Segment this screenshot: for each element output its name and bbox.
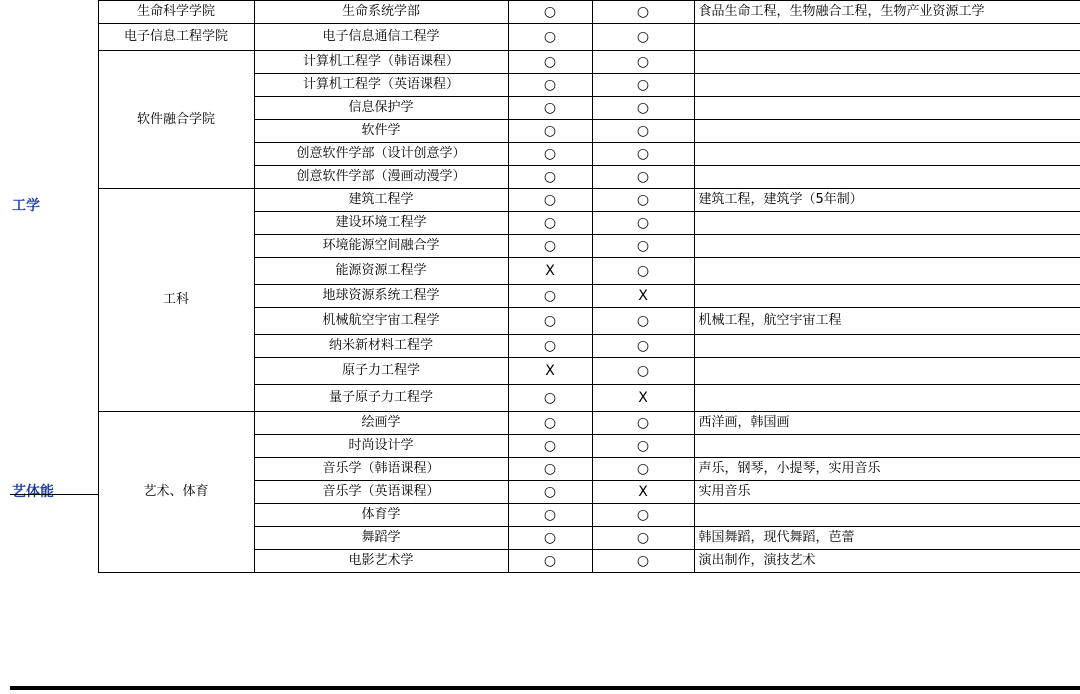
note-cell: 实用音乐 — [694, 481, 1080, 504]
mark-cell: X — [508, 358, 592, 385]
note-cell: 韩国舞蹈，现代舞蹈，芭蕾 — [694, 527, 1080, 550]
mark-cell: ○ — [508, 1, 592, 24]
dept-cell: 创意软件学部（漫画动漫学） — [254, 166, 508, 189]
mark-cell: ○ — [592, 74, 694, 97]
dept-cell: 生命系统学部 — [254, 1, 508, 24]
mark-cell: ○ — [592, 212, 694, 235]
dept-cell: 绘画学 — [254, 412, 508, 435]
mark-cell: ○ — [592, 258, 694, 285]
area-divider-line — [10, 494, 98, 495]
mark-cell: ○ — [592, 97, 694, 120]
note-cell — [694, 358, 1080, 385]
mark-cell: ○ — [508, 481, 592, 504]
mark-cell: X — [592, 481, 694, 504]
dept-cell: 体育学 — [254, 504, 508, 527]
mark-cell: X — [592, 385, 694, 412]
mark-cell: ○ — [508, 308, 592, 335]
note-cell — [694, 120, 1080, 143]
mark-cell: ○ — [508, 120, 592, 143]
mark-cell: ○ — [592, 412, 694, 435]
mark-cell: ○ — [508, 189, 592, 212]
mark-cell: ○ — [508, 412, 592, 435]
mark-cell: ○ — [508, 97, 592, 120]
college-cell: 生命科学学院 — [98, 1, 254, 24]
mark-cell: ○ — [592, 435, 694, 458]
area-engineering: 工学 — [10, 1, 98, 412]
mark-cell: ○ — [508, 143, 592, 166]
table-bottom-rule — [10, 686, 1080, 690]
mark-cell: ○ — [508, 435, 592, 458]
college-cell: 艺术、体育 — [98, 412, 254, 573]
mark-cell: ○ — [592, 527, 694, 550]
dept-cell: 电影艺术学 — [254, 550, 508, 573]
mark-cell: ○ — [592, 308, 694, 335]
college-cell: 工科 — [98, 189, 254, 412]
note-cell: 食品生命工程，生物融合工程，生物产业资源工学 — [694, 1, 1080, 24]
mark-cell: ○ — [592, 235, 694, 258]
mark-cell: X — [592, 285, 694, 308]
note-cell — [694, 435, 1080, 458]
dept-cell: 时尚设计学 — [254, 435, 508, 458]
dept-cell: 软件学 — [254, 120, 508, 143]
mark-cell: ○ — [508, 335, 592, 358]
mark-cell: ○ — [508, 212, 592, 235]
college-cell: 软件融合学院 — [98, 51, 254, 189]
dept-cell: 建筑工程学 — [254, 189, 508, 212]
dept-cell: 计算机工程学（英语课程） — [254, 74, 508, 97]
mark-cell: ○ — [592, 550, 694, 573]
dept-cell: 机械航空宇宙工程学 — [254, 308, 508, 335]
note-cell: 演出制作，演技艺术 — [694, 550, 1080, 573]
dept-cell: 音乐学（韩语课程） — [254, 458, 508, 481]
note-cell — [694, 504, 1080, 527]
mark-cell: ○ — [508, 527, 592, 550]
mark-cell: ○ — [508, 74, 592, 97]
dept-cell: 能源资源工程学 — [254, 258, 508, 285]
dept-cell: 建设环境工程学 — [254, 212, 508, 235]
note-cell: 机械工程，航空宇宙工程 — [694, 308, 1080, 335]
table-row — [10, 24, 1080, 51]
dept-cell: 舞蹈学 — [254, 527, 508, 550]
note-cell — [694, 335, 1080, 358]
mark-cell: ○ — [508, 385, 592, 412]
mark-cell: X — [508, 258, 592, 285]
table-row — [10, 1, 1080, 24]
note-cell — [694, 385, 1080, 412]
note-cell: 西洋画，韩国画 — [694, 412, 1080, 435]
mark-cell: ○ — [592, 51, 694, 74]
dept-cell: 地球资源系统工程学 — [254, 285, 508, 308]
mark-cell: ○ — [592, 189, 694, 212]
note-cell — [694, 258, 1080, 285]
table-row — [10, 51, 1080, 74]
table-row — [10, 189, 1080, 212]
mark-cell: ○ — [592, 335, 694, 358]
mark-cell: ○ — [592, 1, 694, 24]
note-cell — [694, 166, 1080, 189]
dept-cell: 音乐学（英语课程） — [254, 481, 508, 504]
dept-cell: 原子力工程学 — [254, 358, 508, 385]
dept-cell: 计算机工程学（韩语课程） — [254, 51, 508, 74]
note-cell: 建筑工程，建筑学（5年制） — [694, 189, 1080, 212]
mark-cell: ○ — [592, 24, 694, 51]
mark-cell: ○ — [592, 458, 694, 481]
mark-cell: ○ — [508, 24, 592, 51]
dept-cell: 纳米新材料工程学 — [254, 335, 508, 358]
note-cell — [694, 212, 1080, 235]
area-arts-sports: 艺体能 — [10, 412, 98, 573]
note-cell — [694, 51, 1080, 74]
mark-cell: ○ — [592, 143, 694, 166]
dept-cell: 创意软件学部（设计创意学） — [254, 143, 508, 166]
mark-cell: ○ — [508, 458, 592, 481]
dept-cell: 电子信息通信工程学 — [254, 24, 508, 51]
mark-cell: ○ — [592, 166, 694, 189]
mark-cell: ○ — [592, 120, 694, 143]
note-cell — [694, 97, 1080, 120]
dept-cell: 信息保护学 — [254, 97, 508, 120]
note-cell — [694, 235, 1080, 258]
note-cell — [694, 74, 1080, 97]
mark-cell: ○ — [508, 166, 592, 189]
note-cell — [694, 285, 1080, 308]
note-cell — [694, 143, 1080, 166]
majors-table — [10, 0, 1080, 573]
mark-cell: ○ — [592, 358, 694, 385]
college-cell: 电子信息工程学院 — [98, 24, 254, 51]
dept-cell: 环境能源空间融合学 — [254, 235, 508, 258]
mark-cell: ○ — [508, 550, 592, 573]
dept-cell: 量子原子力工程学 — [254, 385, 508, 412]
mark-cell: ○ — [508, 51, 592, 74]
mark-cell: ○ — [508, 285, 592, 308]
mark-cell: ○ — [508, 235, 592, 258]
mark-cell: ○ — [592, 504, 694, 527]
note-cell: 声乐，钢琴，小提琴，实用音乐 — [694, 458, 1080, 481]
note-cell — [694, 24, 1080, 51]
table-row — [10, 412, 1080, 435]
mark-cell: ○ — [508, 504, 592, 527]
